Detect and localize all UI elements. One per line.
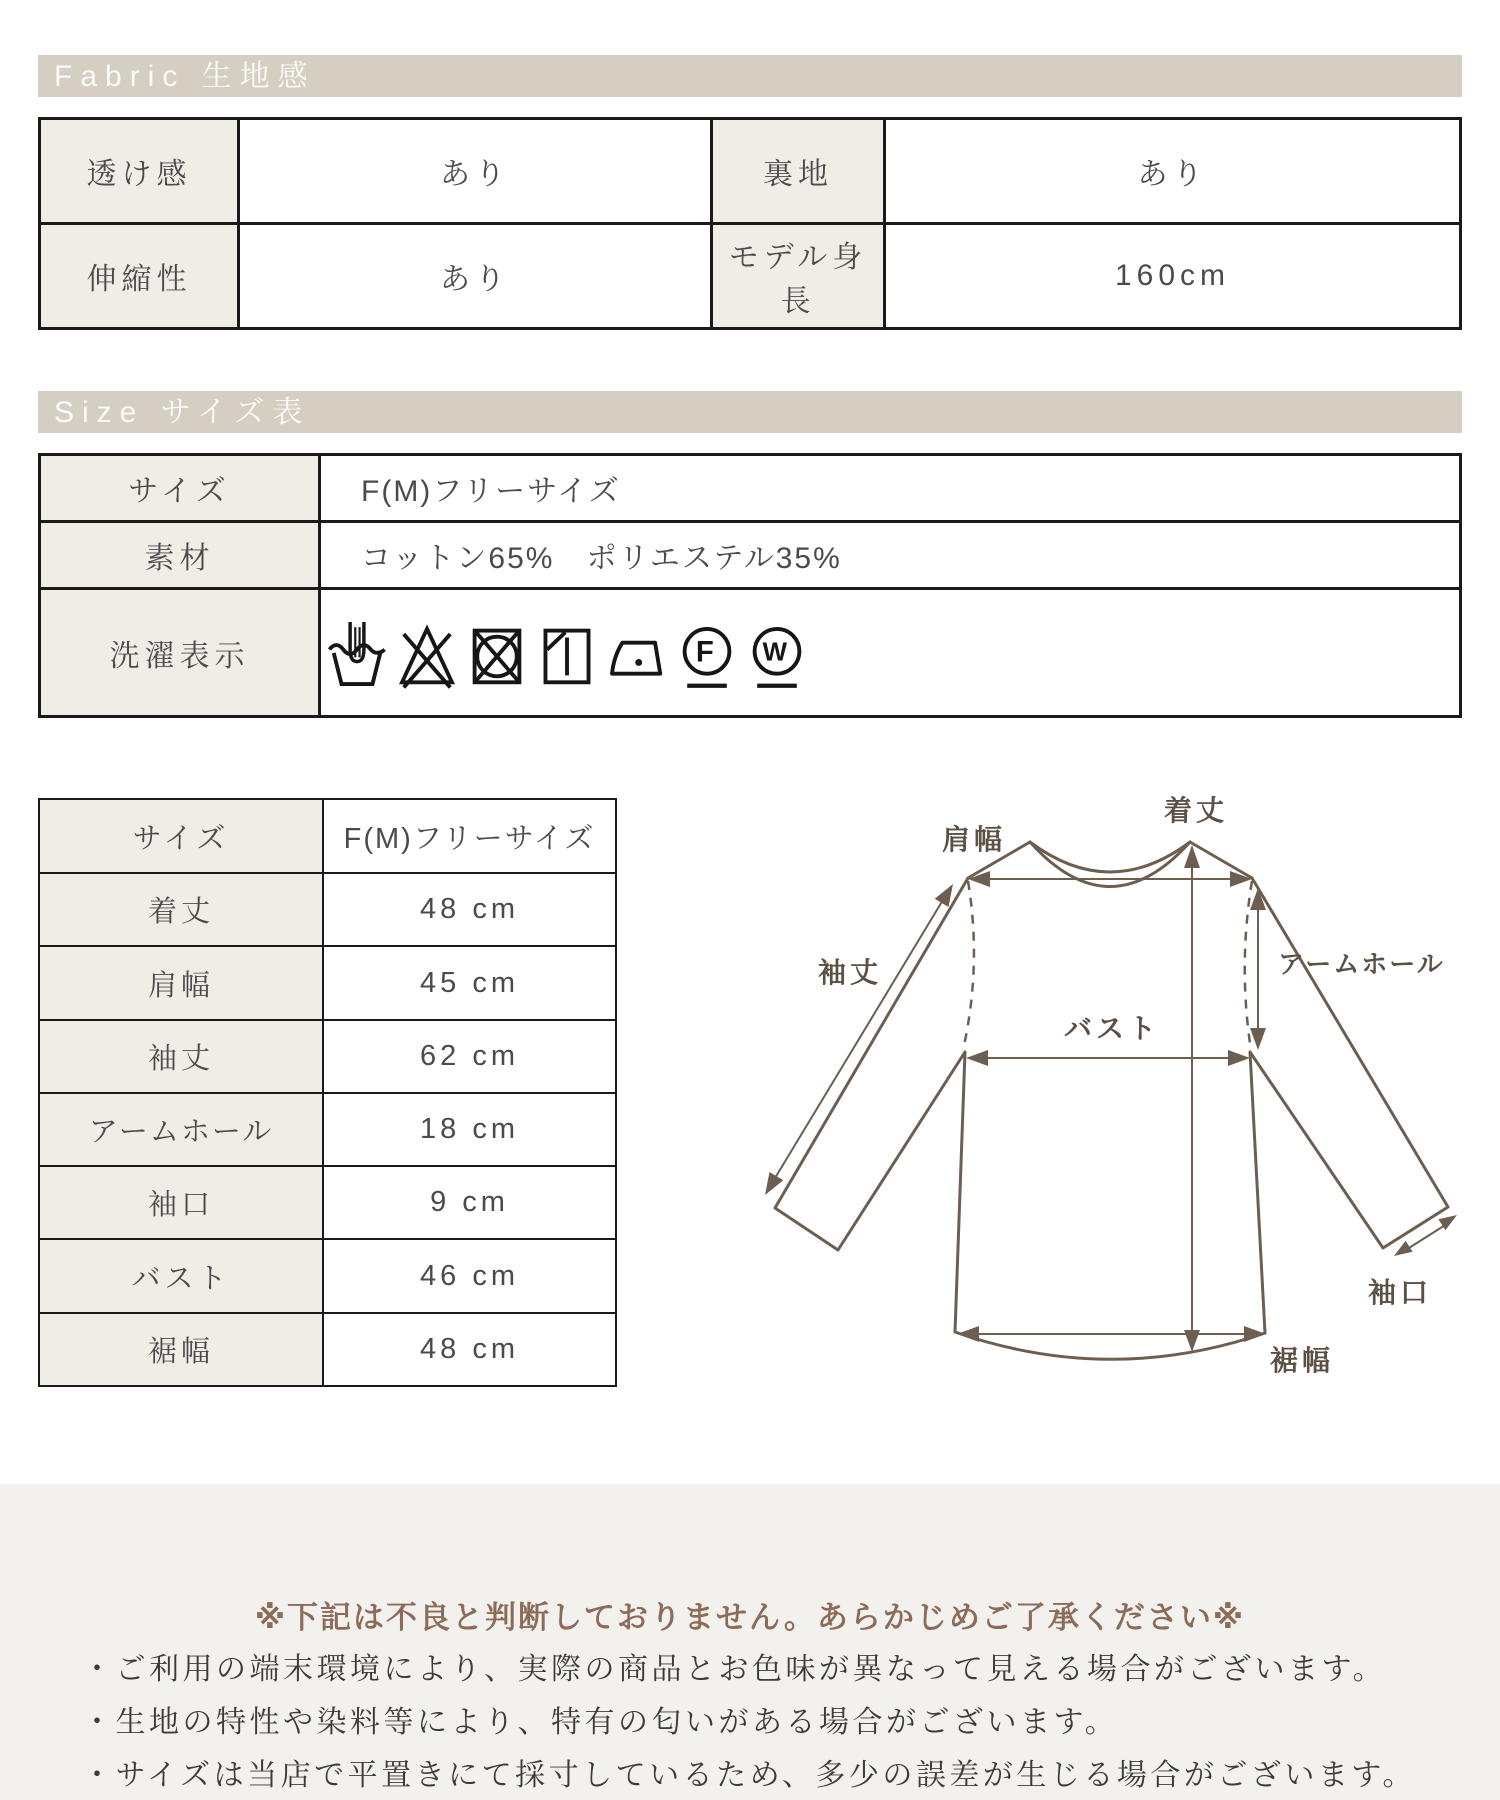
table-row — [39, 946, 616, 1019]
fabric-value-sheerness: あり — [239, 119, 712, 224]
measure-value-bust: 46 cm — [323, 1239, 616, 1312]
table-row — [40, 119, 1461, 224]
line-dry-in-shade-icon — [536, 611, 598, 695]
size-section-banner: Size サイズ表 — [38, 391, 1462, 433]
svg-text:W: W — [762, 638, 792, 667]
measure-label-shoulder: 肩幅 — [39, 946, 323, 1019]
measure-label-armhole: アームホール — [39, 1093, 323, 1166]
size-value: F(M)フリーサイズ — [320, 455, 1461, 522]
material-label: 素材 — [40, 522, 320, 589]
measure-header-value: F(M)フリーサイズ — [323, 799, 616, 873]
care-label: 洗濯表示 — [40, 589, 320, 717]
diagram-label-length: 着丈 — [1164, 795, 1229, 826]
table-row — [40, 224, 1461, 329]
diagram-label-hem-width: 裾幅 — [1270, 1345, 1335, 1376]
size-label: サイズ — [40, 455, 320, 522]
svg-text:F: F — [695, 636, 719, 669]
fabric-value-lining: あり — [885, 119, 1461, 224]
diagram-label-sleeve-length: 袖丈 — [818, 957, 883, 988]
table-row — [39, 1166, 616, 1239]
table-row — [40, 522, 1461, 589]
diagram-label-cuff: 袖口 — [1368, 1277, 1433, 1308]
fabric-label-stretch: 伸縮性 — [40, 224, 239, 329]
fabric-value-model-height: 160cm — [885, 224, 1461, 329]
measure-value-sleeve: 62 cm — [323, 1020, 616, 1093]
table-row — [39, 1093, 616, 1166]
measure-value-length: 48 cm — [323, 873, 616, 946]
hand-wash-icon — [326, 611, 388, 695]
notice-bullet-2: ・生地の特性や染料等により、特有の匂いがある場合がございます。 — [82, 1706, 1119, 1739]
size-info-table — [38, 453, 1462, 718]
notice-title: ※下記は不良と判断しておりません。あらかじめご了承ください※ — [254, 1600, 1246, 1635]
table-row — [39, 1020, 616, 1093]
measure-header-label: サイズ — [39, 799, 323, 873]
do-not-bleach-icon — [396, 611, 458, 695]
fabric-label-sheerness: 透け感 — [40, 119, 239, 224]
table-row — [39, 873, 616, 946]
measurement-table — [38, 798, 617, 1387]
fabric-value-stretch: あり — [239, 224, 712, 329]
measure-label-sleeve: 袖丈 — [39, 1020, 323, 1093]
diagram-label-shoulder-width: 肩幅 — [942, 824, 1007, 855]
notice-section — [0, 1484, 1500, 1800]
measure-value-hem: 48 cm — [323, 1313, 616, 1386]
diagram-label-armhole: アームホール — [1278, 949, 1445, 979]
material-value: コットン65% ポリエステル35% — [320, 522, 1461, 589]
fabric-section-banner: Fabric 生地感 — [38, 55, 1462, 97]
fabric-label-lining: 裏地 — [712, 119, 885, 224]
measure-label-cuff: 袖口 — [39, 1166, 323, 1239]
table-row — [39, 1239, 616, 1312]
table-row — [40, 455, 1461, 522]
table-row — [39, 1313, 616, 1386]
measure-value-shoulder: 45 cm — [323, 946, 616, 1019]
fabric-table — [38, 117, 1462, 330]
table-row — [39, 799, 616, 873]
measure-label-hem: 裾幅 — [39, 1313, 323, 1386]
diagram-label-bust: バスト — [1064, 1013, 1161, 1044]
notice-bullet-1: ・ご利用の端末環境により、実際の商品とお色味が異なって見える場合がございます。 — [82, 1653, 1387, 1686]
fabric-label-model-height: モデル身長 — [712, 224, 885, 329]
measure-value-armhole: 18 cm — [323, 1093, 616, 1166]
measure-label-bust: バスト — [39, 1239, 323, 1312]
do-not-tumble-dry-icon — [466, 611, 528, 695]
measure-label-length: 着丈 — [39, 873, 323, 946]
measure-value-cuff: 9 cm — [323, 1166, 616, 1239]
notice-bullet-3: ・サイズは当店で平置きにて採寸しているため、多少の誤差が生じる場合がございます。 — [82, 1759, 1416, 1792]
